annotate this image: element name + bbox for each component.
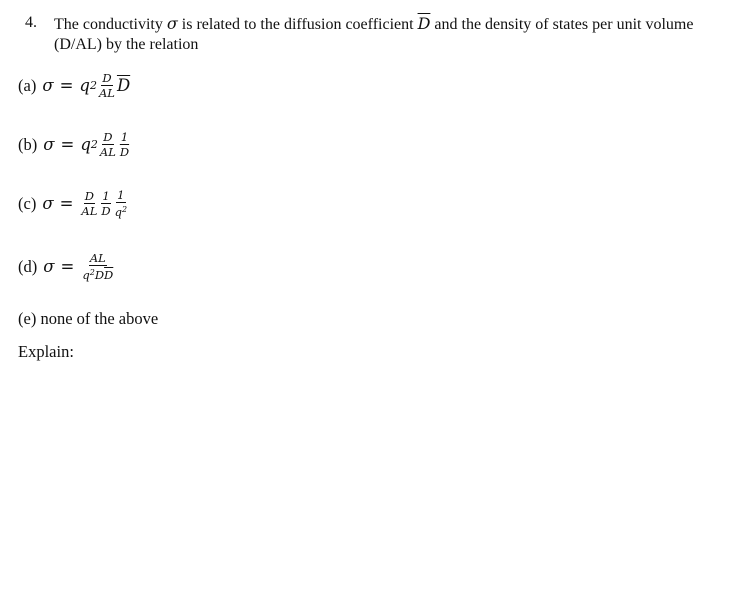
numerator: D — [103, 130, 113, 144]
option-a-label: (a) — [18, 75, 37, 95]
dbar-symbol: $\overline{D}$ — [417, 14, 431, 33]
q-symbol: q — [80, 135, 91, 154]
equals-sign: = — [59, 76, 74, 95]
sigma-symbol: σ — [42, 194, 54, 213]
question-text-before: The conductivity — [54, 16, 167, 33]
denominator: D — [101, 204, 111, 218]
question-number: 4. — [25, 14, 37, 31]
q-symbol: q — [82, 268, 90, 282]
denominator: AL — [81, 204, 98, 218]
option-d[interactable] — [18, 252, 115, 281]
denominator: AL — [98, 86, 115, 100]
numerator: AL — [89, 251, 106, 265]
option-b[interactable] — [18, 131, 131, 158]
numerator: 1 — [102, 189, 110, 203]
fraction-1-over-dbar — [100, 190, 111, 217]
dbar-symbol: $\overline{D}$ — [116, 76, 131, 95]
fraction-1-over-dbar — [119, 131, 130, 158]
equals-sign: = — [60, 257, 75, 276]
option-d-label: (d) — [18, 256, 38, 276]
sigma-symbol: σ — [43, 257, 55, 276]
option-a[interactable] — [18, 72, 130, 99]
sigma-symbol: σ — [42, 76, 54, 95]
fraction-d-over-al — [80, 190, 98, 217]
option-b-label: (b) — [18, 134, 38, 154]
option-c[interactable] — [18, 189, 129, 218]
fraction-1-over-q2 — [114, 189, 128, 218]
denominator: AL — [99, 145, 116, 159]
option-e[interactable]: (e) none of the above — [18, 309, 159, 328]
fraction-d-over-al — [99, 131, 117, 158]
denominator — [114, 203, 128, 218]
exponent-2: 2 — [89, 79, 97, 92]
numerator: 1 — [120, 130, 129, 144]
fraction-d-over-al — [98, 72, 116, 99]
d-symbol: D — [94, 268, 105, 282]
numerator: D — [102, 71, 112, 85]
q-symbol: q — [114, 205, 122, 219]
dbar-symbol: $\overline{D}$ — [104, 268, 114, 282]
exponent-2: 2 — [89, 268, 95, 277]
denominator: D — [119, 145, 130, 159]
sigma-symbol: σ — [43, 135, 55, 154]
equals-sign: = — [60, 135, 75, 154]
sigma-symbol: σ — [166, 14, 178, 33]
fraction-al-over-q2ddbar — [81, 252, 114, 281]
numerator: 1 — [117, 188, 125, 202]
q-symbol: q — [79, 76, 90, 95]
question-text-after: and the density of states per unit volume (D/AL) by the relation — [54, 16, 694, 53]
exponent-2: 2 — [90, 138, 98, 151]
question-text-middle: is related to the diffusion coefficient — [177, 16, 418, 33]
equals-sign: = — [59, 194, 74, 213]
exponent-2: 2 — [121, 205, 128, 214]
numerator: D — [84, 189, 95, 203]
option-c-label: (c) — [18, 193, 37, 213]
denominator — [81, 266, 114, 281]
explain-label: Explain: — [18, 342, 74, 361]
question-text — [54, 14, 724, 55]
